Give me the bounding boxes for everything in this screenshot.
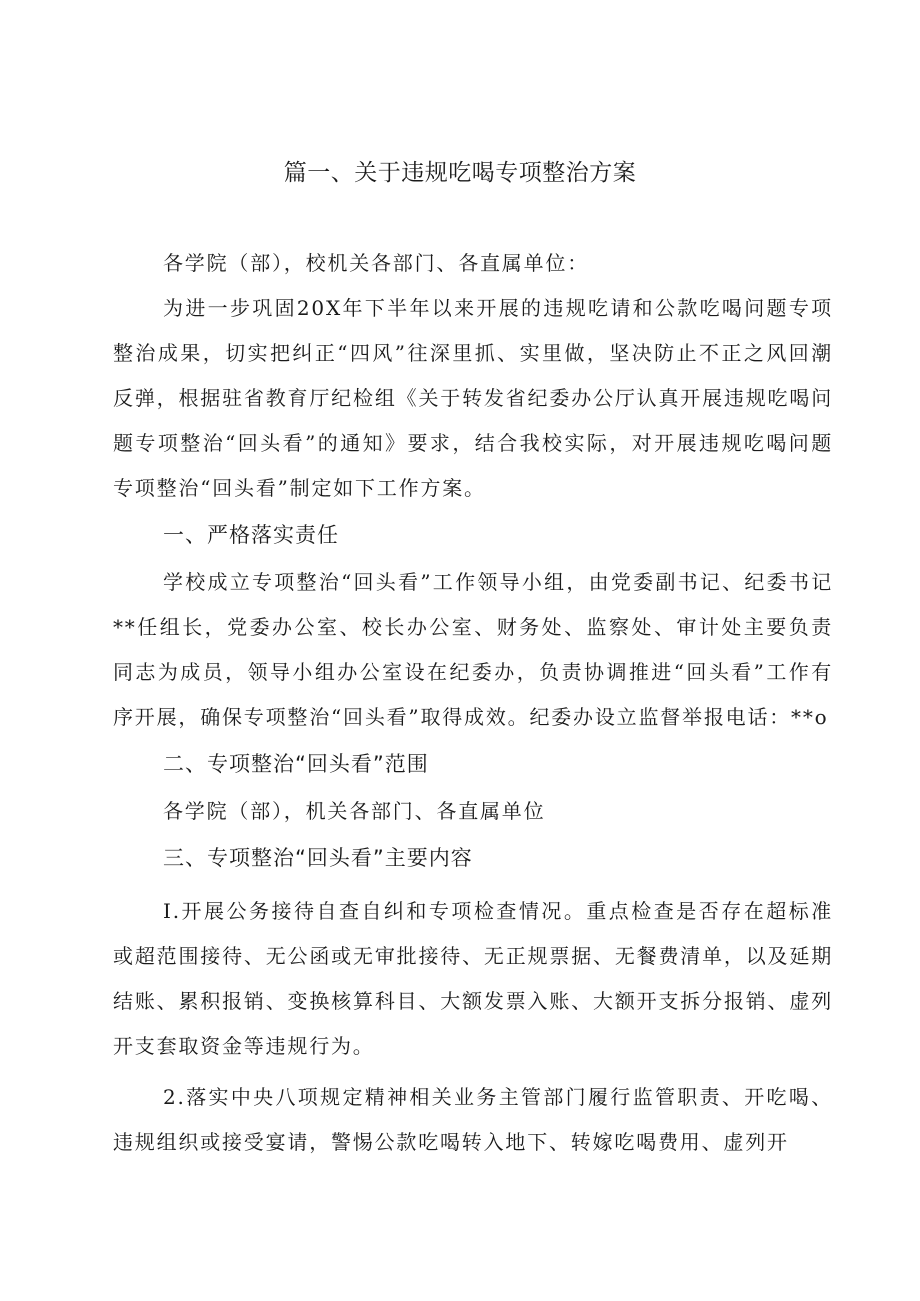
document-title: 篇一、关于违规吃喝专项整治方案 [283,160,637,186]
section-1-paragraph: 学校成立专项整治“回头看”工作领导小组，由党委副书记、纪委书记**任组长，党委办公室、校长办公室、财务处、监察处、审计处主要负责同志为成员，领导小组办公室设在纪委办，负责协调推进“回头看”工作有序开展，确保专项整治“回头看”取得成效。纪委办设立监督举报电话：**o [113,570,833,729]
section-heading-1: 一、严格落实责任 [163,523,339,547]
salutation: 各学院（部），校机关各部门、各直属单位： [163,251,589,275]
item-1-paragraph: I.开展公务接待自查自纠和专项检查情况。重点检查是否存在超标准或超范围接待、无公函或无审批接待、无正规票据、无餐费清单，以及延期结账、累积报销、变换核算科目、大额发票入账、大额开支拆分报销、虚列开支套取资金等违规行为。 [113,899,833,1058]
section-2-paragraph: 各学院（部），机关各部门、各直属单位 [163,799,546,823]
section-heading-2: 二、专项整治“回头看”范围 [163,752,429,776]
section-heading-3: 三、专项整治“回头看”主要内容 [163,846,473,870]
intro-paragraph: 为进一步巩固20X年下半年以来开展的违规吃请和公款吃喝问题专项整治成果，切实把纠正“四风”往深里抓、实里做，坚决防止不正之风回潮反弹，根据驻省教育厅纪检组《关于转发省纪委办公厅认真开展违规吃喝问题专项整治“回头看”的通知》要求，结合我校实际，对开展违规吃喝问题专项整治“回头看”制定如下工作方案。 [113,296,833,500]
item-2-paragraph: 2.落实中央八项规定精神相关业务主管部门履行监管职责、开吃喝、违规组织或接受宴请，警惕公款吃喝转入地下、转嫁吃喝费用、虚列开 [113,1085,833,1154]
document-body [113,241,833,1165]
